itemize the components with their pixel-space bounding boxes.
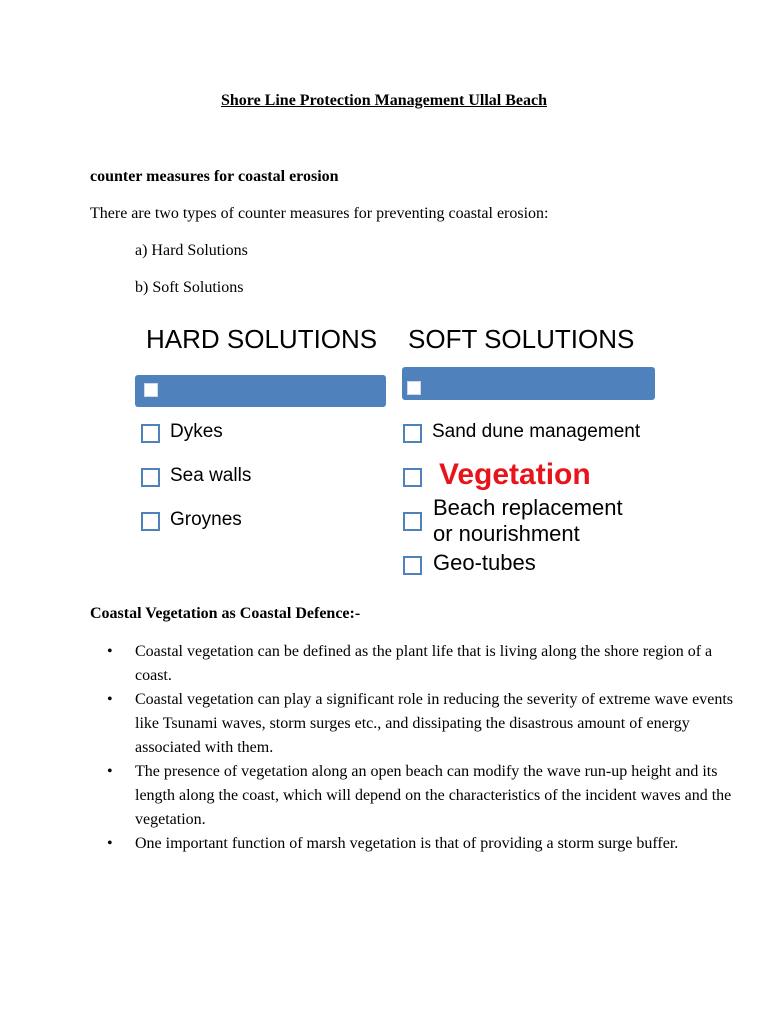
checkbox-icon	[141, 468, 160, 487]
hard-item-groynes: Groynes	[170, 509, 242, 530]
list-item	[107, 640, 735, 688]
bullet-icon: •	[107, 835, 113, 852]
hard-item-sea-walls: Sea walls	[170, 465, 252, 486]
checkbox-icon	[403, 512, 422, 531]
section-heading-countermeasures: counter measures for coastal erosion	[90, 168, 339, 185]
list-item	[107, 760, 735, 832]
bullet-icon: •	[107, 763, 113, 780]
bullet-text: Coastal vegetation can play a significant role in reducing the severity of extreme wave events like Tsunami waves, storm surges etc., and dissipating the disastrous amount of energy associated with them.	[135, 691, 733, 756]
checkbox-icon	[403, 556, 422, 575]
checkbox-icon	[403, 424, 422, 443]
soft-solutions-bar	[402, 367, 655, 400]
vegetation-bullet-list	[90, 640, 735, 856]
hard-solutions-heading: HARD SOLUTIONS	[146, 324, 378, 354]
checkbox-icon	[407, 381, 421, 395]
soft-item-sand-dune: Sand dune management	[432, 421, 641, 442]
page-title: Shore Line Protection Management Ullal Beach	[220, 92, 548, 109]
hard-solutions-bar	[135, 375, 386, 407]
checkbox-icon	[144, 383, 158, 397]
bullet-text: One important function of marsh vegetation is that of providing a storm surge buffer.	[135, 835, 679, 852]
checkbox-icon	[141, 424, 160, 443]
soft-item-vegetation: Vegetation	[439, 458, 591, 491]
hard-item-dykes: Dykes	[170, 421, 223, 442]
list-item	[107, 688, 735, 760]
soft-item-geo-tubes: Geo-tubes	[433, 550, 536, 575]
section-heading-vegetation: Coastal Vegetation as Coastal Defence:-	[90, 605, 361, 622]
intro-paragraph: There are two types of counter measures for preventing coastal erosion:	[90, 205, 549, 222]
bullet-text: Coastal vegetation can be defined as the plant life that is living along the shore region of a coast.	[135, 643, 713, 684]
option-soft: b) Soft Solutions	[135, 279, 244, 296]
soft-solutions-heading: SOFT SOLUTIONS	[408, 324, 635, 354]
checkbox-icon	[141, 512, 160, 531]
list-item	[107, 832, 735, 856]
checkbox-icon	[403, 468, 422, 487]
bullet-icon: •	[107, 691, 113, 708]
option-hard: a) Hard Solutions	[135, 242, 248, 259]
bullet-icon: •	[107, 643, 113, 660]
soft-item-beach-replacement: Beach replacement or nourishment	[433, 495, 623, 546]
bullet-text: The presence of vegetation along an open beach can modify the wave run-up height and its length along the coast, which will depend on the characteristics of the incident waves and the vegetation.	[135, 763, 732, 828]
